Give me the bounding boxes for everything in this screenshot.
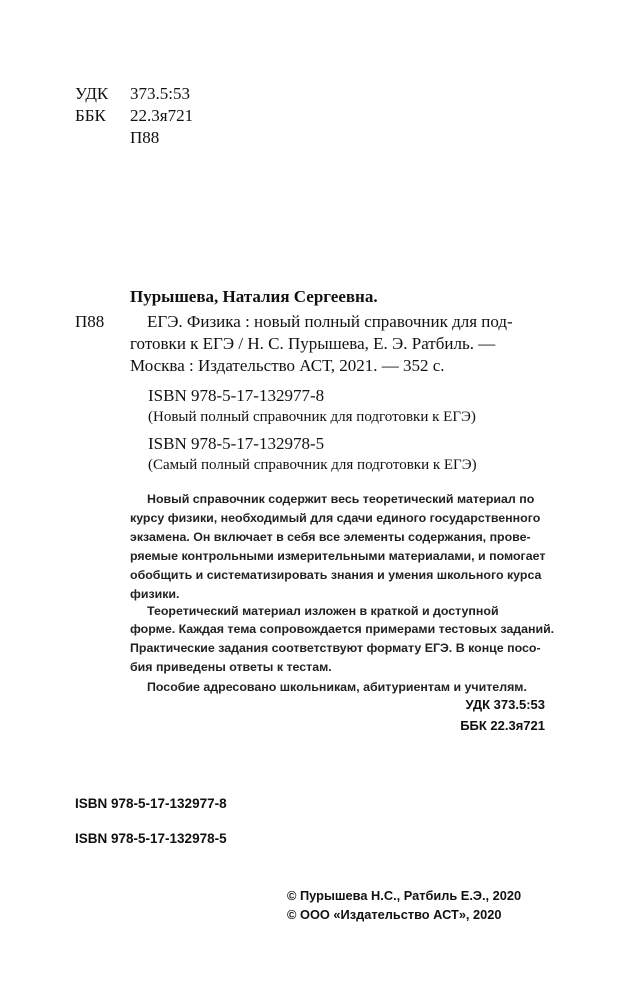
annotation-line: форме. Каждая тема сопровождается примерами тестовых заданий. <box>130 622 555 636</box>
entry-isbn: ISBN 978-5-17-132978-5 <box>148 434 325 453</box>
udk-value: 373.5:53 <box>130 84 190 103</box>
annotation-line: экзамена. Он включает в себя все элементы содержания, прове- <box>130 530 531 544</box>
entry-isbn-note: (Самый полный справочник для подготовки к ЕГЭ) <box>148 457 477 473</box>
bottom-isbn: ISBN 978-5-17-132978-5 <box>75 831 227 846</box>
bbk-label: ББК <box>75 106 106 125</box>
entry-line: Москва : Издательство АСТ, 2021. — 352 с. <box>130 356 445 375</box>
annotation-line: Практические задания соответствуют формату ЕГЭ. В конце посо- <box>130 641 541 655</box>
entry-isbn-note: (Новый полный справочник для подготовки к ЕГЭ) <box>148 409 476 425</box>
annotation-line: Теоретический материал изложен в краткой и доступной <box>147 604 499 618</box>
udk-label: УДК <box>75 84 109 103</box>
entry-isbn: ISBN 978-5-17-132977-8 <box>148 386 325 405</box>
annotation-line: Новый справочник содержит весь теоретический материал по <box>147 492 535 506</box>
author-mark: П88 <box>130 128 160 147</box>
author-code: П88 <box>75 312 105 331</box>
annotation-line: ряемые контрольными измерительными материалами, и помогает <box>130 549 546 563</box>
entry-line: готовки к ЕГЭ / Н. С. Пурышева, Е. Э. Ратбиль. — <box>130 334 496 353</box>
entry-line: ЕГЭ. Физика : новый полный справочник для под- <box>147 312 513 331</box>
annotation-line: физики. <box>130 587 180 601</box>
bbk-value: 22.3я721 <box>130 106 194 125</box>
annotation-bbk: ББК 22.3я721 <box>460 718 545 733</box>
bottom-isbn: ISBN 978-5-17-132977-8 <box>75 796 227 811</box>
copyright-line: © Пурышева Н.С., Ратбиль Е.Э., 2020 <box>287 888 522 903</box>
annotation-line: обобщить и систематизировать знания и умения школьного курса <box>130 568 542 582</box>
annotation-line: Пособие адресовано школьникам, абитуриентам и учителям. <box>147 680 527 694</box>
author-heading: Пурышева, Наталия Сергеевна. <box>130 287 378 306</box>
annotation-udk: УДК 373.5:53 <box>465 697 545 712</box>
copyright-line: © ООО «Издательство АСТ», 2020 <box>287 907 502 922</box>
annotation-line: курсу физики, необходимый для сдачи единого государственного <box>130 511 541 525</box>
annotation-line: бия приведены ответы к тестам. <box>130 660 332 674</box>
